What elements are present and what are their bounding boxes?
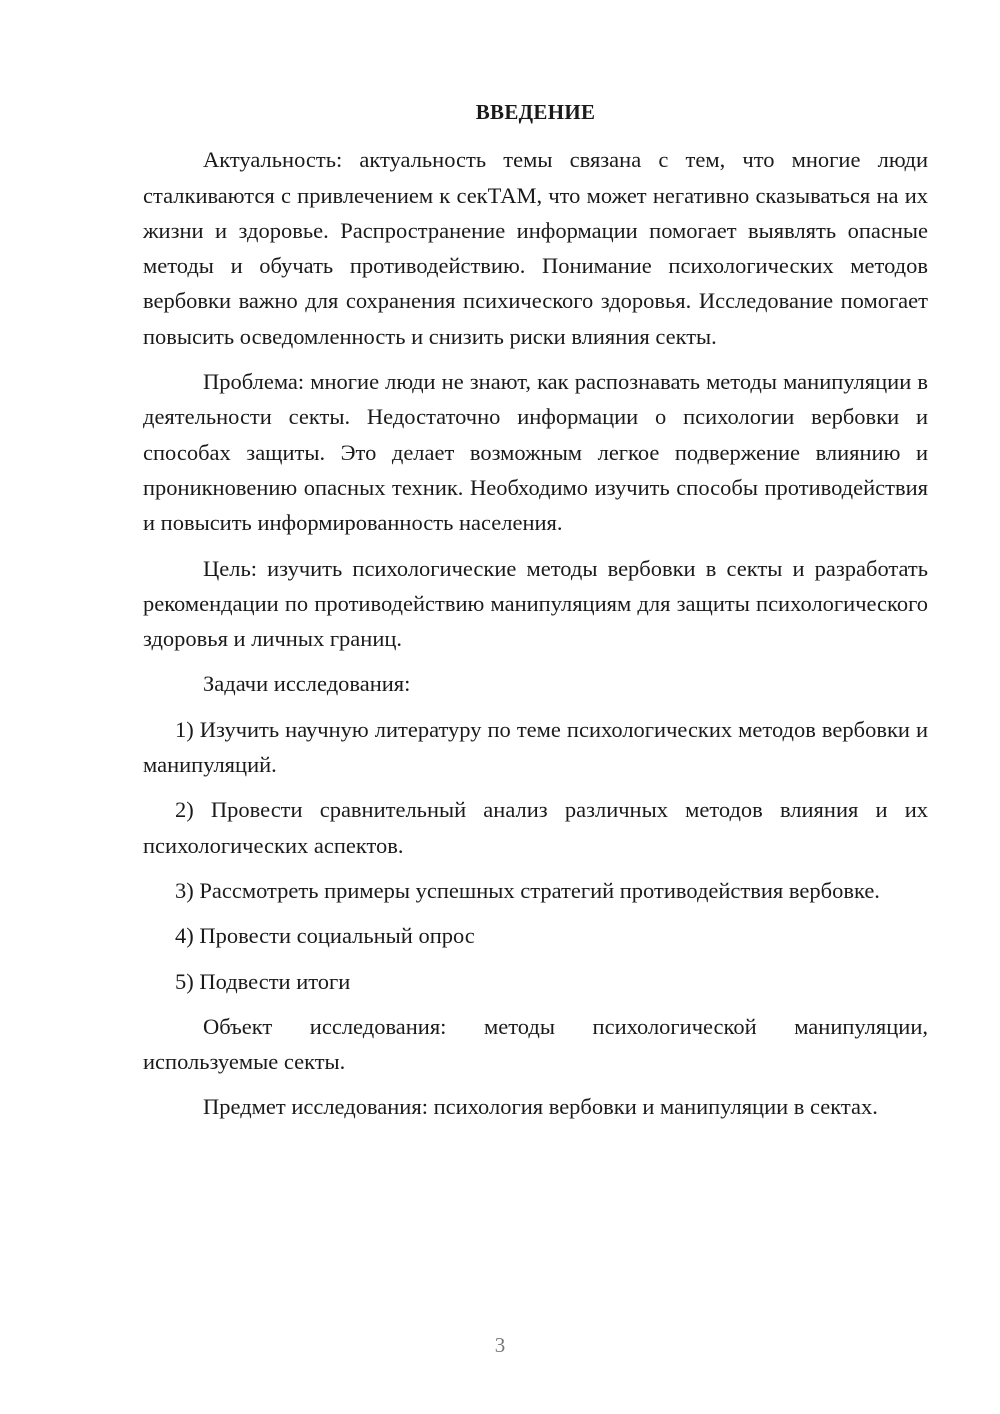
page-number: 3 (494, 1333, 506, 1357)
relevance-paragraph: Актуальность: актуальность темы связана с тем, что многие люди сталкиваются с привлечением к секТАМ, что может негативно сказываться на их жизни и здоровье. Распространение информации помогает выявлять опасные методы и обучать противодействию. Понимание психологических методов вербовки важно для сохранения психического здоровья. Исследование помогает повысить осведомленность и снизить риски влияния секты. (143, 147, 928, 349)
subject-paragraph: Предмет исследования: психология вербовки и манипуляции в сектах. (203, 1094, 878, 1120)
section-title: ВВЕДЕНИЕ (475, 100, 596, 124)
object-paragraph: Объект исследования: методы психологической манипуляции, используемые секты. (143, 1013, 928, 1075)
page-content (143, 95, 928, 1135)
task-item-2: 2) Провести сравнительный анализ различных методов влияния и их психологических аспектов. (143, 797, 928, 858)
task-item-1: 1) Изучить научную литературу по теме психологических методов вербовки и манипуляций. (143, 716, 928, 778)
tasks-heading: Задачи исследования: (203, 671, 411, 697)
goal-paragraph: Цель: изучить психологические методы вербовки в секты и разработать рекомендации по противодействию манипуляциям для защиты психологического здоровья и личных границ. (143, 555, 928, 652)
task-item-5: 5) Подвести итоги (175, 968, 351, 994)
task-item-4: 4) Провести социальный опрос (175, 923, 475, 949)
task-item-3: 3) Рассмотреть примеры успешных стратегий противодействия вербовке. (175, 877, 880, 903)
problem-paragraph: Проблема: многие люди не знают, как распознавать методы манипуляции в деятельности секты. Недостаточно информации о психологии вербовки и способах защиты. Это делает возможным легкое подвержение влиянию и проникновению опасных техник. Необходимо изучить способы противодействия и повысить информированность населения. (143, 369, 928, 536)
